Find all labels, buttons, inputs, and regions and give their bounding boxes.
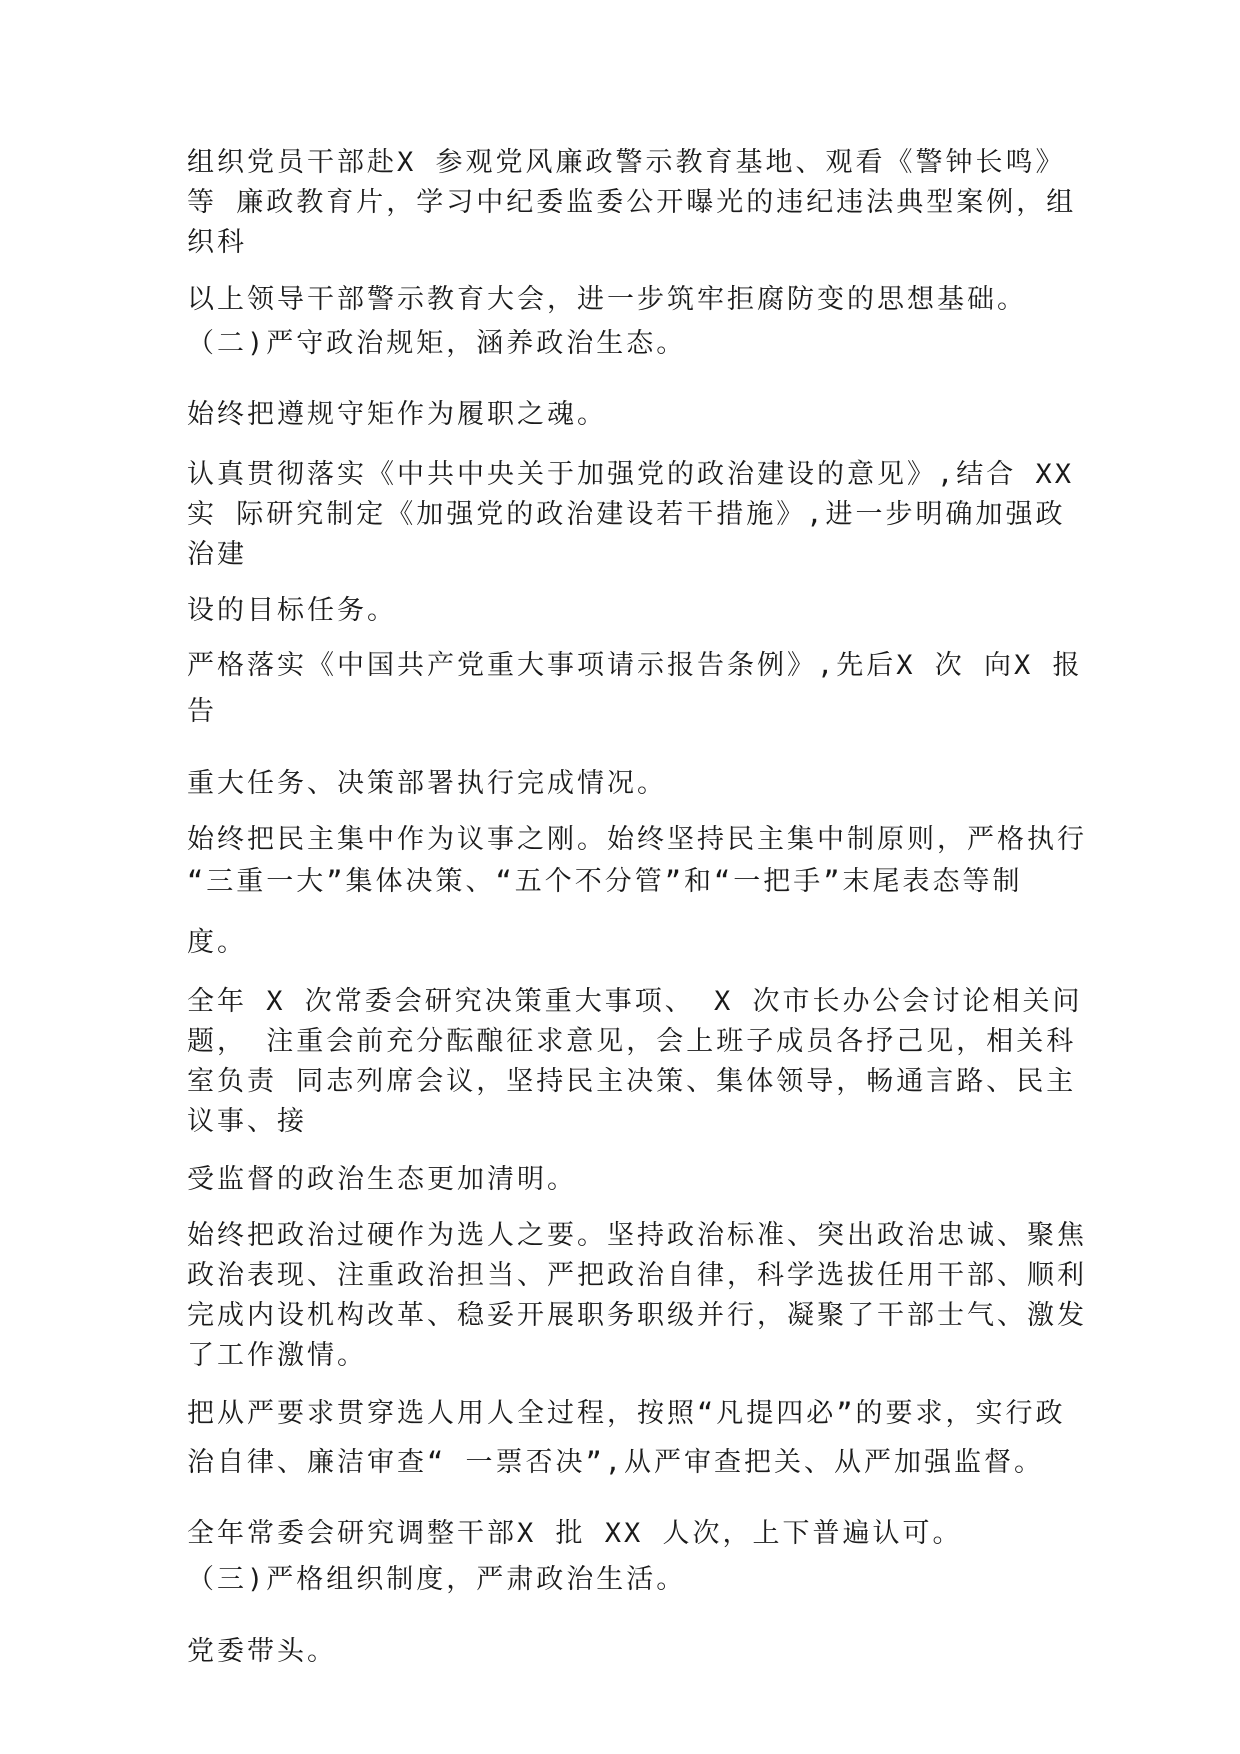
section-heading: （二)严守政治规矩，涵养政治生态。	[187, 328, 687, 359]
body-text-line: 了工作激情。	[187, 1340, 367, 1371]
body-text-line: 始终把政治过硬作为选人之要。坚持政治标准、突出政治忠诚、聚焦	[187, 1220, 1087, 1251]
body-text-line: 室负责 同志列席会议，坚持民主决策、集体领导，畅通言路、民主	[187, 1066, 1077, 1097]
body-text-line: 设的目标任务。	[187, 595, 397, 626]
body-text-line: 严格落实《中国共产党重大事项请示报告条例》,先后X 次 向X 报	[187, 650, 1083, 681]
body-text-line: 等 廉政教育片，学习中纪委监委公开曝光的违纪违法典型案例，组	[187, 187, 1077, 218]
body-text-line: 治自律、廉洁审查“ 一票否决”,从严审查把关、从严加强监督。	[187, 1447, 1045, 1478]
body-text-line: 把从严要求贯穿选人用人全过程，按照“凡提四必”的要求，实行政	[187, 1398, 1066, 1429]
body-text-line: “三重一大”集体决策、“五个不分管”和“一把手”末尾表态等制	[187, 866, 1023, 897]
body-text-line: 治建	[187, 539, 247, 570]
body-text-line: 组织党员干部赴X 参观党风廉政警示教育基地、观看《警钟长鸣》	[187, 147, 1066, 178]
body-text-line: 始终把遵规守矩作为履职之魂。	[187, 399, 607, 430]
body-text-line: 完成内设机构改革、稳妥开展职务职级并行，凝聚了干部士气、激发	[187, 1300, 1087, 1331]
body-text-line: 重大任务、决策部署执行完成情况。	[187, 768, 667, 799]
body-text-line: 受监督的政治生态更加清明。	[187, 1164, 577, 1195]
body-text-line: 告	[187, 696, 217, 727]
body-text-line: 政治表现、注重政治担当、严把政治自律，科学选拔任用干部、顺利	[187, 1260, 1087, 1291]
body-text-line: 度。	[187, 927, 247, 958]
body-text-line: 议事、接	[187, 1106, 307, 1137]
body-text-line: 以上领导干部警示教育大会，进一步筑牢拒腐防变的思想基础。	[187, 284, 1027, 315]
section-heading: （三)严格组织制度，严肃政治生活。	[187, 1564, 687, 1595]
body-text-line: 认真贯彻落实《中共中央关于加强党的政治建设的意见》,结合 XX	[187, 459, 1075, 490]
body-text-line: 党委带头。	[187, 1636, 337, 1667]
body-text-line: 题， 注重会前充分酝酿征求意见，会上班子成员各抒己见，相关科	[187, 1026, 1077, 1057]
body-text-line: 全年常委会研究调整干部X 批 XX 人次，上下普遍认可。	[187, 1518, 963, 1549]
body-text-line: 始终把民主集中作为议事之刚。始终坚持民主集中制原则，严格执行	[187, 824, 1087, 855]
body-text-line: 实 际研究制定《加强党的政治建设若干措施》,进一步明确加强政	[187, 499, 1066, 530]
body-text-line: 织科	[187, 227, 247, 258]
body-text-line: 全年 X 次常委会研究决策重大事项、 X 次市长办公会讨论相关问	[187, 986, 1083, 1017]
